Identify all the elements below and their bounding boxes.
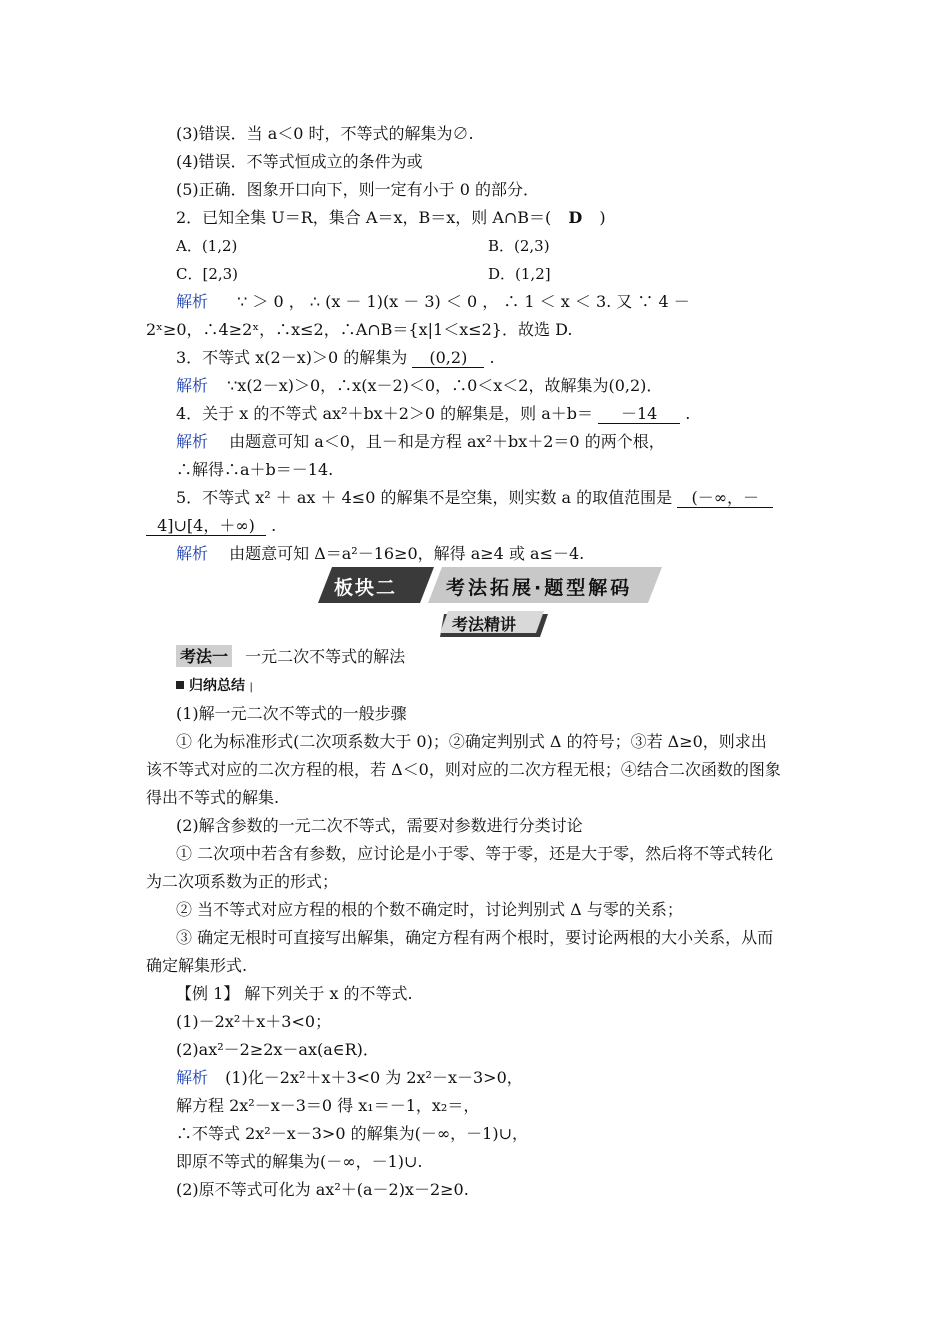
text-line: (5)正确．图象开口向下，则一定有小于 0 的部分． [176, 180, 540, 199]
jiexi-label: 解析 [176, 1068, 209, 1087]
question-stem: 2．已知全集 U＝R，集合 A＝x，B＝x，则 A∩B＝( [176, 208, 552, 227]
question-5-cont [146, 516, 276, 536]
text-line: ③ 确定无根时可直接写出解集，确定方程有两个根时，要讨论两根的大小关系，从而 [176, 928, 774, 947]
text-line: 为二次项系数为正的形式； [146, 872, 339, 891]
text-line: 得出不等式的解集. [146, 788, 280, 807]
solution-line [176, 432, 665, 452]
solution-line [176, 376, 662, 396]
solution-text: 由题意可知 Δ＝a²－16≥0，解得 a≥4 或 a≤－4. [229, 544, 585, 563]
solution-line [176, 544, 584, 564]
question-stem: 3．不等式 x(2－x)＞0 的解集为 [176, 348, 408, 367]
answer: －14 [598, 405, 680, 424]
jiexi-label: 解析 [176, 544, 209, 563]
summary-label: 归纳总结 [189, 678, 245, 694]
question-stem: . [489, 348, 495, 367]
example-item: (1)－2x²＋x＋3<0； [176, 1012, 332, 1031]
question-stem: ) [599, 208, 606, 227]
option-c: C．[2,3) [176, 265, 239, 283]
question-stem: . [685, 404, 691, 423]
solution-line: (2)原不等式可化为 ax²＋(a－2)x－2≥0. [176, 1180, 469, 1199]
banner-label: 板块二 [334, 577, 398, 599]
text-line: (1)解一元二次不等式的一般步骤 [176, 704, 407, 723]
solution-text: 由题意可知 a＜0，且－和是方程 ax²＋bx＋2＝0 的两个根， [229, 432, 665, 451]
method-title: 一元二次不等式的解法 [245, 647, 406, 666]
text-line: 该不等式对应的二次方程的根，若 Δ＜0，则对应的二次方程无根；④结合二次函数的图象 [146, 760, 781, 779]
jiexi-label: 解析 [176, 432, 209, 451]
section-banner [318, 567, 662, 603]
text-line: (2)解含参数的一元二次不等式，需要对参数进行分类讨论 [176, 816, 583, 835]
subbanner-title: 考法精讲 [452, 615, 517, 634]
question-3 [176, 348, 495, 368]
answer: (－∞，－ [677, 489, 773, 508]
banner-title: 考法拓展·题型解码 [446, 577, 633, 599]
solution-line: 2ˣ≥0，∴4≥2ˣ，∴x≤2，∴A∩B＝{x|1＜x≤2}．故选 D. [146, 320, 573, 339]
text-line: ① 二次项中若含有参数，应讨论是小于零、等于零，还是大于零，然后将不等式转化 [176, 844, 774, 863]
solution-text: (1)化－2x²＋x＋3<0 为 2x²－x－3>0， [225, 1068, 523, 1087]
square-icon [176, 681, 184, 689]
option-a: A．(1,2) [176, 237, 238, 255]
text-line: (4)错误．不等式恒成立的条件为或 [176, 152, 423, 171]
option-d: D．(1,2] [488, 265, 551, 283]
question-4 [176, 404, 690, 424]
question-5 [176, 488, 773, 508]
solution-line [176, 1068, 523, 1088]
solution-line: 即原不等式的解集为(－∞，－1)∪. [176, 1152, 423, 1171]
question-2 [176, 208, 606, 228]
answer: 4]∪[4，＋∞) [146, 517, 266, 536]
example-title: 【例 1】 解下列关于 x 的不等式. [176, 984, 413, 1003]
question-stem: . [271, 516, 277, 535]
solution-line [176, 292, 690, 312]
solution-line: 解方程 2x²－x－3＝0 得 x₁＝－1，x₂＝， [176, 1096, 480, 1115]
question-stem: 4．关于 x 的不等式 ax²＋bx＋2＞0 的解集是，则 a＋b＝ [176, 404, 594, 423]
option-b: B．(2,3) [488, 237, 550, 255]
jiexi-label: 解析 [176, 376, 209, 395]
question-stem: 5．不等式 x² ＋ ax ＋ 4≤0 的解集不是空集，则实数 a 的取值范围是 [176, 488, 673, 507]
example-item: (2)ax²－2≥2x－ax(a∈R)． [176, 1040, 379, 1059]
summary-heading: 归纳总结 ❘ [176, 676, 255, 698]
solution-text: ∵x(2－x)＞0，∴x(x－2)＜0，∴0＜x＜2，故解集为(0,2)． [227, 376, 663, 395]
text-line: ① 化为标准形式(二次项系数大于 0)；②确定判别式 Δ 的符号；③若 Δ≥0，则求出 [176, 732, 767, 751]
text-line: (3)错误．当 a＜0 时，不等式的解集为∅. [176, 124, 474, 143]
answer: (0,2) [412, 349, 484, 368]
solution-line: ∴解得∴a＋b＝－14. [176, 460, 334, 479]
answer: D [568, 208, 583, 227]
method-heading [180, 647, 405, 667]
text-line: 确定解集形式. [146, 956, 248, 975]
text-line: ② 当不等式对应方程的根的个数不确定时，讨论判别式 Δ 与零的关系； [176, 900, 683, 919]
subsection-banner [440, 611, 548, 637]
method-label: 考法一 [180, 647, 229, 666]
jiexi-label: 解析 [176, 292, 209, 311]
solution-line: ∴不等式 2x²－x－3>0 的解集为(－∞，－1)∪， [176, 1124, 528, 1143]
solution-text: ∵ ＞ 0 ， ∴ (x － 1)(x － 3) ＜ 0 ， ∴ 1 ＜ x ＜ 3. 又 ∵ 4 － [237, 292, 690, 311]
